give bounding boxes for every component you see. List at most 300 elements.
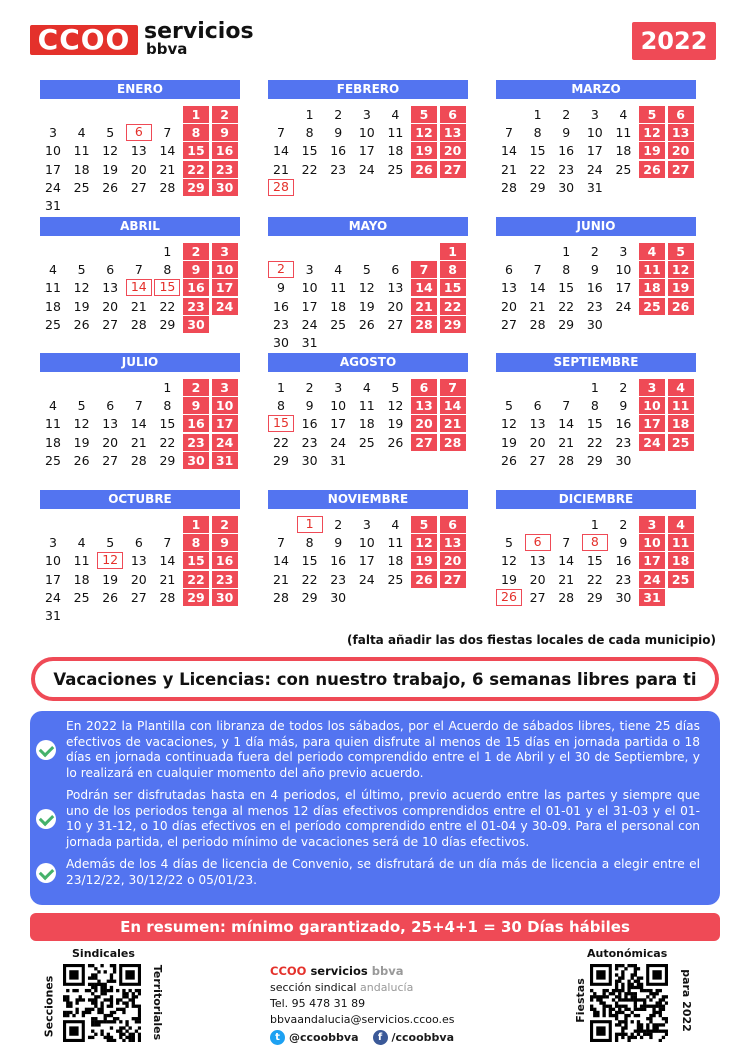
year-badge: 2022	[632, 22, 716, 60]
day-cell: 9	[183, 397, 209, 414]
day-cell: 25	[668, 571, 694, 588]
day-cell: 8	[562, 262, 571, 278]
twitter-icon[interactable]: t	[270, 1030, 285, 1045]
day-cell: 25	[73, 179, 90, 195]
day-cell: 17	[586, 143, 603, 159]
day-cell: 22	[183, 161, 209, 178]
label-secciones: Secciones	[42, 975, 56, 1038]
day-cell: 18	[330, 298, 347, 314]
day-cell: 2	[183, 243, 209, 260]
seccion-line	[270, 981, 500, 994]
day-cell: 23	[212, 161, 238, 178]
day-cell: 11	[615, 125, 632, 141]
day-cell: 12	[411, 534, 437, 551]
day-cell: 3	[619, 244, 628, 259]
day-cell: 17	[330, 416, 347, 432]
day-cell: 16	[183, 279, 209, 296]
day-cell: 8	[440, 261, 466, 278]
day-cell: 12	[639, 124, 665, 141]
day-cell: 22	[586, 571, 603, 587]
day-cell: 17	[615, 280, 632, 296]
day-cell: 10	[212, 397, 238, 414]
label-para-2022: para 2022	[679, 969, 693, 1032]
day-cell: 6	[411, 379, 437, 396]
day-cell: 4	[77, 125, 86, 141]
day-cell: 9	[562, 125, 571, 141]
day-cell: 20	[387, 298, 404, 314]
day-cell: 24	[45, 589, 61, 605]
check-icon	[36, 740, 56, 760]
day-cell: 27	[501, 316, 517, 332]
day-cell: 21	[159, 571, 176, 587]
day-cell: 16	[212, 142, 238, 159]
day-cell: 4	[391, 517, 400, 532]
email-link[interactable]: bbvaandalucia@servicios.ccoo.es	[270, 1013, 455, 1026]
day-cell: 6	[391, 262, 400, 278]
day-cell: 30	[183, 316, 209, 333]
day-cell: 18	[668, 415, 694, 432]
day-cell: 15	[529, 143, 546, 159]
day-cell: 14	[529, 280, 546, 296]
info-text: En 2022 la Plantilla con libranza de todos los sábados, por el Acuerdo de sábados libres, tiene 25 días efectivos de vacaciones, y 1 día más, para quien disfrute al menos de 15 días en jornada partida o 18 días en jornada continuada fuera del periodo comprendido entre el 1 de Abril y el 30 de Septiembre, y lo realizará en cualquier momento del año previo acuerdo.	[66, 719, 700, 780]
info-item	[44, 788, 700, 850]
day-cell: 11	[639, 261, 665, 278]
day-cell: 30	[212, 589, 238, 606]
day-cell: 31	[330, 452, 347, 468]
day-cell: 31	[45, 608, 61, 623]
day-cell: 10	[586, 125, 603, 141]
day-cell: 30	[615, 589, 632, 605]
day-cell: 6	[126, 124, 152, 141]
day-cell: 5	[391, 380, 400, 395]
day-cell: 5	[505, 535, 513, 551]
day-cell: 20	[529, 571, 546, 587]
info-text: Además de los 4 días de licencia de Convenio, se disfrutará de un día más de licencia a elegir entre el 23/12/22, 30/12/22 o 05/01/23.	[66, 857, 700, 887]
day-cell: 11	[387, 125, 404, 141]
twitter-handle[interactable]: @ccoobbva	[289, 1031, 359, 1044]
day-cell: 16	[558, 143, 575, 159]
day-cell: 4	[49, 262, 57, 278]
day-cell: 29	[273, 452, 289, 468]
month-header: JULIO	[40, 353, 240, 372]
day-cell: 9	[619, 535, 628, 551]
day-cell: 26	[668, 298, 694, 315]
month-enero	[40, 80, 240, 213]
day-cell: 12	[387, 398, 404, 414]
month-julio	[40, 353, 240, 468]
day-cell: 7	[277, 125, 285, 141]
day-cell: 26	[411, 571, 437, 588]
day-cell: 28	[558, 589, 575, 605]
day-cell: 9	[590, 262, 599, 278]
social-links	[270, 1030, 500, 1045]
day-cell: 16	[183, 415, 209, 432]
day-cell: 28	[440, 434, 466, 451]
day-cell: 12	[668, 261, 694, 278]
contact-block	[270, 964, 500, 1045]
vacation-banner	[31, 657, 719, 701]
day-cell: 30	[558, 179, 575, 195]
day-cell: 3	[49, 125, 57, 141]
seccion-sindical: sección sindical	[270, 981, 357, 994]
day-cell: 30	[183, 452, 209, 469]
day-cell: 8	[590, 398, 599, 414]
day-cell: 19	[411, 552, 437, 569]
day-cell: 20	[102, 298, 119, 314]
day-cell: 13	[102, 280, 119, 296]
day-cell: 4	[49, 398, 57, 414]
day-cell: 13	[440, 124, 466, 141]
day-cell: 29	[183, 589, 209, 606]
day-cell: 21	[558, 571, 575, 587]
month-noviembre	[268, 490, 468, 605]
day-cell: 18	[45, 434, 61, 450]
month-header: OCTUBRE	[40, 490, 240, 509]
day-cell: 8	[582, 534, 608, 551]
day-cell: 29	[301, 589, 318, 605]
day-cell: 15	[301, 143, 318, 159]
day-cell: 13	[501, 280, 517, 296]
month-junio	[496, 217, 696, 332]
day-cell: 20	[411, 415, 437, 432]
day-cell: 25	[668, 434, 694, 451]
day-cell: 16	[586, 280, 603, 296]
day-cell: 1	[163, 380, 172, 395]
day-cell: 3	[212, 379, 238, 396]
day-cell: 23	[273, 316, 289, 332]
day-cell: 12	[73, 280, 90, 296]
day-cell: 25	[387, 161, 404, 177]
month-header: MARZO	[496, 80, 696, 99]
day-cell: 3	[590, 107, 599, 122]
day-cell: 10	[639, 397, 665, 414]
day-cell: 29	[159, 316, 176, 332]
day-cell: 20	[130, 571, 147, 587]
day-cell: 25	[45, 452, 61, 468]
day-cell: 24	[358, 161, 375, 177]
day-cell: 27	[102, 452, 119, 468]
day-cell: 31	[639, 589, 665, 606]
day-cell: 19	[102, 571, 119, 587]
day-cell: 7	[562, 398, 571, 414]
month-octubre	[40, 490, 240, 623]
day-cell: 22	[529, 161, 546, 177]
day-cell: 18	[45, 298, 61, 314]
month-header: FEBRERO	[268, 80, 468, 99]
day-cell: 22	[301, 571, 318, 587]
day-cell: 3	[305, 262, 314, 278]
day-cell: 2	[305, 380, 314, 395]
day-cell: 19	[102, 161, 119, 177]
day-cell: 7	[562, 535, 571, 551]
month-header: AGOSTO	[268, 353, 468, 372]
logo-bbva: bbva	[146, 40, 188, 58]
day-cell: 30	[212, 179, 238, 196]
day-cell: 8	[163, 398, 172, 414]
day-cell: 25	[330, 316, 347, 332]
day-cell: 1	[590, 380, 599, 395]
day-cell: 25	[45, 316, 61, 332]
summary-bar: En resumen: mínimo garantizado, 25+4+1 = 30 Días hábiles	[30, 913, 720, 941]
month-mayo	[268, 217, 468, 350]
day-cell: 27	[130, 589, 147, 605]
day-cell: 1	[183, 106, 209, 123]
qr-code-sindicales[interactable]	[63, 964, 141, 1042]
day-cell: 22	[301, 161, 318, 177]
day-cell: 11	[45, 416, 61, 432]
day-cell: 1	[562, 244, 571, 259]
day-cell: 14	[126, 279, 152, 296]
day-cell: 2	[212, 516, 238, 533]
day-cell: 21	[130, 298, 147, 314]
day-cell: 9	[305, 398, 314, 414]
day-cell: 19	[73, 298, 90, 314]
day-cell: 20	[529, 434, 546, 450]
andalucia: andalucía	[360, 981, 414, 994]
day-cell: 6	[525, 534, 551, 551]
day-cell: 30	[273, 335, 289, 350]
day-cell: 24	[212, 298, 238, 315]
day-cell: 21	[501, 161, 517, 177]
day-cell: 4	[639, 243, 665, 260]
day-cell: 25	[615, 161, 632, 177]
day-cell: 23	[615, 571, 632, 587]
day-cell: 5	[668, 243, 694, 260]
month-marzo	[496, 80, 696, 195]
day-cell: 10	[301, 280, 318, 296]
day-cell: 1	[277, 380, 285, 395]
month-header: ENERO	[40, 80, 240, 99]
day-cell: 31	[212, 452, 238, 469]
day-cell: 15	[440, 279, 466, 296]
brand-ccoo: CCOO	[270, 964, 307, 978]
month-header: SEPTIEMBRE	[496, 353, 696, 372]
day-cell: 28	[268, 179, 294, 196]
day-cell: 22	[159, 298, 176, 314]
day-cell: 2	[183, 379, 209, 396]
day-cell: 5	[411, 106, 437, 123]
day-cell: 28	[130, 316, 147, 332]
day-cell: 15	[301, 553, 318, 569]
day-cell: 12	[73, 416, 90, 432]
day-cell: 9	[619, 398, 628, 414]
day-cell: 16	[615, 416, 632, 432]
day-cell: 21	[130, 434, 147, 450]
day-cell: 17	[358, 553, 375, 569]
day-cell: 18	[387, 553, 404, 569]
day-cell: 12	[411, 124, 437, 141]
day-cell: 21	[529, 298, 546, 314]
day-cell: 29	[159, 452, 176, 468]
day-cell: 11	[73, 553, 90, 569]
day-cell: 14	[411, 279, 437, 296]
day-cell: 16	[301, 416, 318, 432]
day-cell: 8	[183, 124, 209, 141]
day-cell: 14	[558, 416, 575, 432]
day-cell: 26	[73, 316, 90, 332]
facebook-handle[interactable]: /ccoobbva	[391, 1031, 455, 1044]
day-cell: 18	[615, 143, 632, 159]
phone: Tel. 95 478 31 89	[270, 997, 366, 1010]
day-cell: 19	[501, 571, 517, 587]
day-cell: 26	[73, 452, 90, 468]
day-cell: 25	[387, 571, 404, 587]
day-cell: 25	[639, 298, 665, 315]
day-cell: 5	[106, 535, 115, 551]
day-cell: 19	[501, 434, 517, 450]
month-header: NOVIEMBRE	[268, 490, 468, 509]
day-cell: 5	[505, 398, 513, 414]
day-cell: 11	[73, 143, 90, 159]
day-cell: 13	[411, 397, 437, 414]
day-cell: 13	[102, 416, 119, 432]
day-cell: 9	[277, 280, 285, 296]
day-cell: 10	[330, 398, 347, 414]
day-cell: 20	[501, 298, 517, 314]
day-cell: 8	[533, 125, 542, 141]
day-cell: 14	[558, 553, 575, 569]
day-cell: 22	[586, 434, 603, 450]
day-cell: 26	[496, 589, 522, 606]
day-cell: 21	[273, 161, 289, 177]
day-cell: 2	[619, 380, 628, 395]
day-cell: 28	[273, 589, 289, 605]
day-cell: 1	[533, 107, 542, 122]
month-header: JUNIO	[496, 217, 696, 236]
day-cell: 24	[639, 571, 665, 588]
day-cell: 17	[301, 298, 318, 314]
day-cell: 10	[639, 534, 665, 551]
day-cell: 4	[668, 516, 694, 533]
day-cell: 9	[334, 535, 343, 551]
day-cell: 16	[212, 552, 238, 569]
facebook-icon[interactable]: f	[373, 1030, 388, 1045]
day-cell: 5	[77, 398, 86, 414]
day-cell: 6	[533, 398, 542, 414]
day-cell: 5	[362, 262, 371, 278]
day-cell: 26	[102, 589, 119, 605]
day-cell: 16	[273, 298, 289, 314]
day-cell: 21	[440, 415, 466, 432]
day-cell: 3	[362, 517, 371, 532]
day-cell: 15	[268, 415, 294, 432]
day-cell: 4	[391, 107, 400, 122]
day-cell: 24	[586, 161, 603, 177]
day-cell: 23	[330, 571, 347, 587]
day-cell: 10	[358, 535, 375, 551]
day-cell: 7	[440, 379, 466, 396]
day-cell: 26	[102, 179, 119, 195]
day-cell: 2	[619, 517, 628, 532]
day-cell: 23	[301, 434, 318, 450]
day-cell: 31	[586, 179, 603, 195]
day-cell: 1	[163, 244, 172, 259]
day-cell: 2	[334, 107, 343, 122]
day-cell: 4	[362, 380, 371, 395]
day-cell: 13	[130, 143, 147, 159]
day-cell: 16	[330, 553, 347, 569]
day-cell: 31	[301, 335, 318, 350]
day-cell: 18	[73, 161, 90, 177]
day-cell: 28	[159, 179, 176, 195]
day-cell: 26	[387, 434, 404, 450]
day-cell: 30	[615, 452, 632, 468]
day-cell: 5	[77, 262, 86, 278]
check-icon	[36, 809, 56, 829]
day-cell: 14	[273, 143, 289, 159]
day-cell: 4	[334, 262, 343, 278]
day-cell: 20	[440, 142, 466, 159]
day-cell: 15	[183, 142, 209, 159]
day-cell: 15	[183, 552, 209, 569]
day-cell: 28	[159, 589, 176, 605]
day-cell: 8	[183, 534, 209, 551]
day-cell: 10	[45, 143, 61, 159]
day-cell: 7	[163, 535, 172, 551]
day-cell: 7	[134, 398, 143, 414]
month-septiembre	[496, 353, 696, 468]
day-cell: 27	[529, 589, 546, 605]
day-cell: 19	[387, 416, 404, 432]
brand-servicios: servicios	[310, 964, 368, 978]
day-cell: 24	[212, 434, 238, 451]
month-febrero	[268, 80, 468, 194]
day-cell: 14	[501, 143, 517, 159]
day-cell: 6	[505, 262, 513, 278]
day-cell: 26	[411, 161, 437, 178]
day-cell: 18	[73, 571, 90, 587]
day-cell: 9	[212, 124, 238, 141]
day-cell: 15	[586, 416, 603, 432]
info-item	[44, 719, 700, 781]
day-cell: 19	[639, 142, 665, 159]
day-cell: 17	[639, 552, 665, 569]
day-cell: 22	[440, 298, 466, 315]
day-cell: 4	[77, 535, 86, 551]
day-cell: 24	[639, 434, 665, 451]
day-cell: 22	[159, 434, 176, 450]
day-cell: 13	[440, 534, 466, 551]
day-cell: 19	[411, 142, 437, 159]
logo-servicios: servicios	[144, 19, 254, 44]
qr-code-autonomicas[interactable]	[590, 964, 668, 1042]
day-cell: 1	[183, 516, 209, 533]
day-cell: 19	[73, 434, 90, 450]
day-cell: 5	[639, 106, 665, 123]
day-cell: 23	[212, 571, 238, 588]
day-cell: 17	[45, 161, 61, 177]
day-cell: 8	[277, 398, 285, 414]
month-abril	[40, 217, 240, 332]
day-cell: 1	[590, 517, 599, 532]
day-cell: 20	[668, 142, 694, 159]
day-cell: 26	[639, 161, 665, 178]
qr-pattern	[590, 964, 668, 1042]
day-cell: 4	[668, 379, 694, 396]
day-cell: 19	[668, 279, 694, 296]
day-cell: 23	[330, 161, 347, 177]
check-icon	[36, 863, 56, 883]
day-cell: 15	[154, 279, 180, 296]
day-cell: 13	[668, 124, 694, 141]
day-cell: 15	[558, 280, 575, 296]
day-cell: 23	[558, 161, 575, 177]
day-cell: 28	[501, 179, 517, 195]
label-territoriales: Territoriales	[151, 964, 165, 1041]
day-cell: 26	[501, 452, 517, 468]
day-cell: 11	[668, 534, 694, 551]
day-cell: 15	[159, 416, 176, 432]
